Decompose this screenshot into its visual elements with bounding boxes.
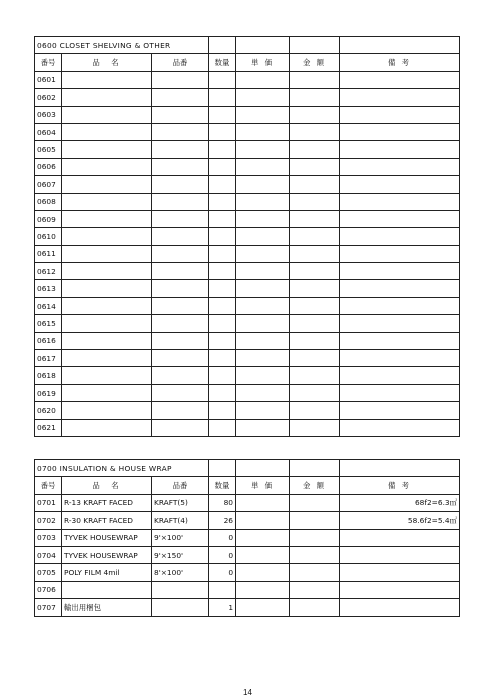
item-name	[62, 315, 152, 332]
item-amount	[290, 512, 340, 529]
item-quantity: 0	[209, 546, 236, 563]
item-name	[62, 89, 152, 106]
item-remarks	[340, 564, 460, 581]
item-name	[62, 280, 152, 297]
item-unit-price	[236, 280, 290, 297]
item-quantity	[209, 384, 236, 401]
item-remarks	[340, 419, 460, 436]
item-amount	[290, 141, 340, 158]
header-amount: 金 額	[290, 477, 340, 494]
item-unit-price	[236, 546, 290, 563]
item-amount	[290, 315, 340, 332]
item-name	[62, 367, 152, 384]
item-remarks	[340, 315, 460, 332]
item-amount	[290, 384, 340, 401]
item-amount	[290, 193, 340, 210]
item-remarks	[340, 280, 460, 297]
item-code: 0602	[35, 89, 62, 106]
item-unit-price	[236, 193, 290, 210]
item-quantity	[209, 123, 236, 140]
item-code: 0608	[35, 193, 62, 210]
item-quantity	[209, 106, 236, 123]
closet-shelving-table	[34, 36, 460, 437]
item-remarks	[340, 89, 460, 106]
item-name	[62, 332, 152, 349]
item-name: R-13 KRAFT FACED	[62, 494, 152, 511]
item-name: R-30 KRAFT FACED	[62, 512, 152, 529]
blank-cell	[209, 460, 236, 477]
item-unit-price	[236, 419, 290, 436]
item-part-number	[152, 402, 209, 419]
item-part-number	[152, 315, 209, 332]
item-remarks	[340, 367, 460, 384]
item-name	[62, 581, 152, 598]
item-part-number	[152, 228, 209, 245]
item-code: 0616	[35, 332, 62, 349]
item-part-number: 9'×100'	[152, 529, 209, 546]
item-quantity	[209, 297, 236, 314]
item-remarks	[340, 71, 460, 88]
item-code: 0604	[35, 123, 62, 140]
item-code: 0707	[35, 599, 62, 616]
item-amount	[290, 581, 340, 598]
item-name	[62, 141, 152, 158]
item-part-number	[152, 106, 209, 123]
item-remarks: 68f2=6.3㎡	[340, 494, 460, 511]
item-name: POLY FILM 4mil	[62, 564, 152, 581]
item-code: 0605	[35, 141, 62, 158]
table-row	[35, 193, 460, 210]
table-row	[35, 350, 460, 367]
table-row	[35, 210, 460, 227]
item-quantity	[209, 315, 236, 332]
table-row	[35, 158, 460, 175]
item-amount	[290, 280, 340, 297]
item-quantity	[209, 402, 236, 419]
item-amount	[290, 529, 340, 546]
header-code: 番号	[35, 477, 62, 494]
item-quantity	[209, 158, 236, 175]
item-name	[62, 228, 152, 245]
header-unit-price: 単 価	[236, 477, 290, 494]
item-unit-price	[236, 245, 290, 262]
item-code: 0701	[35, 494, 62, 511]
item-part-number	[152, 176, 209, 193]
item-part-number: KRAFT(5)	[152, 494, 209, 511]
item-quantity	[209, 228, 236, 245]
item-unit-price	[236, 297, 290, 314]
item-name	[62, 384, 152, 401]
item-name	[62, 402, 152, 419]
item-amount	[290, 332, 340, 349]
item-unit-price	[236, 106, 290, 123]
item-part-number	[152, 297, 209, 314]
blank-cell	[290, 37, 340, 54]
item-code: 0705	[35, 564, 62, 581]
section-title: 0600 CLOSET SHELVING & OTHER	[35, 37, 209, 54]
header-amount: 金 額	[290, 54, 340, 71]
item-quantity: 0	[209, 529, 236, 546]
blank-cell	[340, 37, 460, 54]
item-remarks	[340, 263, 460, 280]
item-code: 0618	[35, 367, 62, 384]
item-quantity: 1	[209, 599, 236, 616]
item-code: 0702	[35, 512, 62, 529]
item-remarks	[340, 141, 460, 158]
item-quantity: 26	[209, 512, 236, 529]
item-part-number	[152, 263, 209, 280]
item-code: 0613	[35, 280, 62, 297]
item-name	[62, 263, 152, 280]
item-code: 0609	[35, 210, 62, 227]
header-unit-price: 単 価	[236, 54, 290, 71]
table-row	[35, 123, 460, 140]
item-amount	[290, 494, 340, 511]
item-code: 0704	[35, 546, 62, 563]
item-quantity	[209, 367, 236, 384]
table-row	[35, 402, 460, 419]
header-part: 品番	[152, 477, 209, 494]
item-quantity	[209, 419, 236, 436]
table-row	[35, 384, 460, 401]
item-code: 0606	[35, 158, 62, 175]
table-row	[35, 494, 460, 511]
table-row	[35, 419, 460, 436]
item-remarks	[340, 193, 460, 210]
item-part-number	[152, 419, 209, 436]
header-name: 品 名	[62, 477, 152, 494]
section-title-row	[35, 37, 460, 54]
header-code: 番号	[35, 54, 62, 71]
table-row	[35, 106, 460, 123]
table-row	[35, 512, 460, 529]
item-code: 0619	[35, 384, 62, 401]
blank-cell	[236, 37, 290, 54]
item-amount	[290, 367, 340, 384]
item-unit-price	[236, 494, 290, 511]
item-amount	[290, 89, 340, 106]
item-quantity	[209, 176, 236, 193]
item-part-number	[152, 123, 209, 140]
item-remarks	[340, 176, 460, 193]
item-code: 0621	[35, 419, 62, 436]
item-unit-price	[236, 315, 290, 332]
item-quantity	[209, 263, 236, 280]
blank-cell	[209, 37, 236, 54]
table-row	[35, 546, 460, 563]
item-unit-price	[236, 367, 290, 384]
blank-cell	[236, 460, 290, 477]
item-name	[62, 158, 152, 175]
table-row	[35, 297, 460, 314]
item-part-number	[152, 158, 209, 175]
table-row	[35, 280, 460, 297]
header-row	[35, 477, 460, 494]
item-remarks	[340, 158, 460, 175]
item-part-number: 8'×100'	[152, 564, 209, 581]
item-amount	[290, 228, 340, 245]
item-name: 輸出用梱包	[62, 599, 152, 616]
item-part-number	[152, 599, 209, 616]
item-unit-price	[236, 350, 290, 367]
item-amount	[290, 599, 340, 616]
item-part-number	[152, 581, 209, 598]
item-amount	[290, 402, 340, 419]
item-quantity	[209, 71, 236, 88]
item-code: 0610	[35, 228, 62, 245]
header-remarks: 備 考	[340, 477, 460, 494]
item-part-number	[152, 210, 209, 227]
table-row	[35, 529, 460, 546]
table-row	[35, 367, 460, 384]
item-remarks	[340, 332, 460, 349]
table-row	[35, 71, 460, 88]
item-amount	[290, 350, 340, 367]
item-name	[62, 106, 152, 123]
item-unit-price	[236, 529, 290, 546]
item-code: 0601	[35, 71, 62, 88]
item-amount	[290, 106, 340, 123]
item-unit-price	[236, 384, 290, 401]
item-part-number	[152, 367, 209, 384]
item-name	[62, 123, 152, 140]
item-quantity	[209, 280, 236, 297]
item-unit-price	[236, 564, 290, 581]
blank-cell	[340, 460, 460, 477]
item-code: 0614	[35, 297, 62, 314]
item-part-number	[152, 280, 209, 297]
item-unit-price	[236, 402, 290, 419]
item-unit-price	[236, 89, 290, 106]
item-unit-price	[236, 581, 290, 598]
item-remarks	[340, 529, 460, 546]
item-name	[62, 297, 152, 314]
item-unit-price	[236, 141, 290, 158]
item-remarks	[340, 228, 460, 245]
item-remarks: 58.6f2=5.4㎡	[340, 512, 460, 529]
table-row	[35, 263, 460, 280]
item-code: 0615	[35, 315, 62, 332]
item-unit-price	[236, 332, 290, 349]
header-qty: 数量	[209, 54, 236, 71]
header-remarks: 備 考	[340, 54, 460, 71]
item-code: 0706	[35, 581, 62, 598]
insulation-wrap-table	[34, 459, 460, 617]
item-amount	[290, 297, 340, 314]
item-quantity	[209, 141, 236, 158]
table-row	[35, 228, 460, 245]
item-unit-price	[236, 71, 290, 88]
item-remarks	[340, 123, 460, 140]
item-amount	[290, 210, 340, 227]
item-part-number	[152, 350, 209, 367]
item-amount	[290, 546, 340, 563]
item-quantity: 0	[209, 564, 236, 581]
table-row	[35, 315, 460, 332]
item-name	[62, 245, 152, 262]
item-unit-price	[236, 210, 290, 227]
item-quantity	[209, 581, 236, 598]
item-quantity: 80	[209, 494, 236, 511]
item-part-number: KRAFT(4)	[152, 512, 209, 529]
item-remarks	[340, 106, 460, 123]
item-quantity	[209, 210, 236, 227]
item-name	[62, 210, 152, 227]
item-name	[62, 193, 152, 210]
item-part-number: 9'×150'	[152, 546, 209, 563]
page-number: 14	[243, 688, 252, 697]
table-row	[35, 332, 460, 349]
item-amount	[290, 263, 340, 280]
item-code: 0620	[35, 402, 62, 419]
section-title-row	[35, 460, 460, 477]
item-remarks	[340, 210, 460, 227]
item-code: 0611	[35, 245, 62, 262]
item-code: 0617	[35, 350, 62, 367]
item-name: TYVEK HOUSEWRAP	[62, 546, 152, 563]
item-amount	[290, 564, 340, 581]
item-remarks	[340, 546, 460, 563]
table-row	[35, 581, 460, 598]
item-part-number	[152, 245, 209, 262]
item-unit-price	[236, 228, 290, 245]
item-remarks	[340, 384, 460, 401]
section-title: 0700 INSULATION & HOUSE WRAP	[35, 460, 209, 477]
header-qty: 数量	[209, 477, 236, 494]
item-remarks	[340, 599, 460, 616]
item-unit-price	[236, 158, 290, 175]
table-row	[35, 564, 460, 581]
blank-cell	[290, 460, 340, 477]
item-remarks	[340, 350, 460, 367]
item-code: 0612	[35, 263, 62, 280]
item-quantity	[209, 89, 236, 106]
table-row	[35, 89, 460, 106]
item-amount	[290, 123, 340, 140]
item-quantity	[209, 245, 236, 262]
item-part-number	[152, 141, 209, 158]
item-name	[62, 419, 152, 436]
item-remarks	[340, 245, 460, 262]
item-code: 0603	[35, 106, 62, 123]
item-part-number	[152, 384, 209, 401]
table-row	[35, 141, 460, 158]
item-remarks	[340, 297, 460, 314]
item-unit-price	[236, 176, 290, 193]
item-quantity	[209, 332, 236, 349]
item-unit-price	[236, 263, 290, 280]
item-part-number	[152, 332, 209, 349]
item-remarks	[340, 402, 460, 419]
item-amount	[290, 158, 340, 175]
item-name	[62, 176, 152, 193]
item-part-number	[152, 193, 209, 210]
item-name	[62, 71, 152, 88]
item-quantity	[209, 350, 236, 367]
header-name: 品 名	[62, 54, 152, 71]
header-row	[35, 54, 460, 71]
item-remarks	[340, 581, 460, 598]
item-quantity	[209, 193, 236, 210]
item-unit-price	[236, 123, 290, 140]
item-amount	[290, 245, 340, 262]
item-name: TYVEK HOUSEWRAP	[62, 529, 152, 546]
item-amount	[290, 71, 340, 88]
item-code: 0703	[35, 529, 62, 546]
table-row	[35, 176, 460, 193]
item-unit-price	[236, 599, 290, 616]
item-amount	[290, 176, 340, 193]
header-part: 品番	[152, 54, 209, 71]
table-row	[35, 599, 460, 616]
item-part-number	[152, 71, 209, 88]
item-name	[62, 350, 152, 367]
item-amount	[290, 419, 340, 436]
table-row	[35, 245, 460, 262]
item-part-number	[152, 89, 209, 106]
item-unit-price	[236, 512, 290, 529]
item-code: 0607	[35, 176, 62, 193]
